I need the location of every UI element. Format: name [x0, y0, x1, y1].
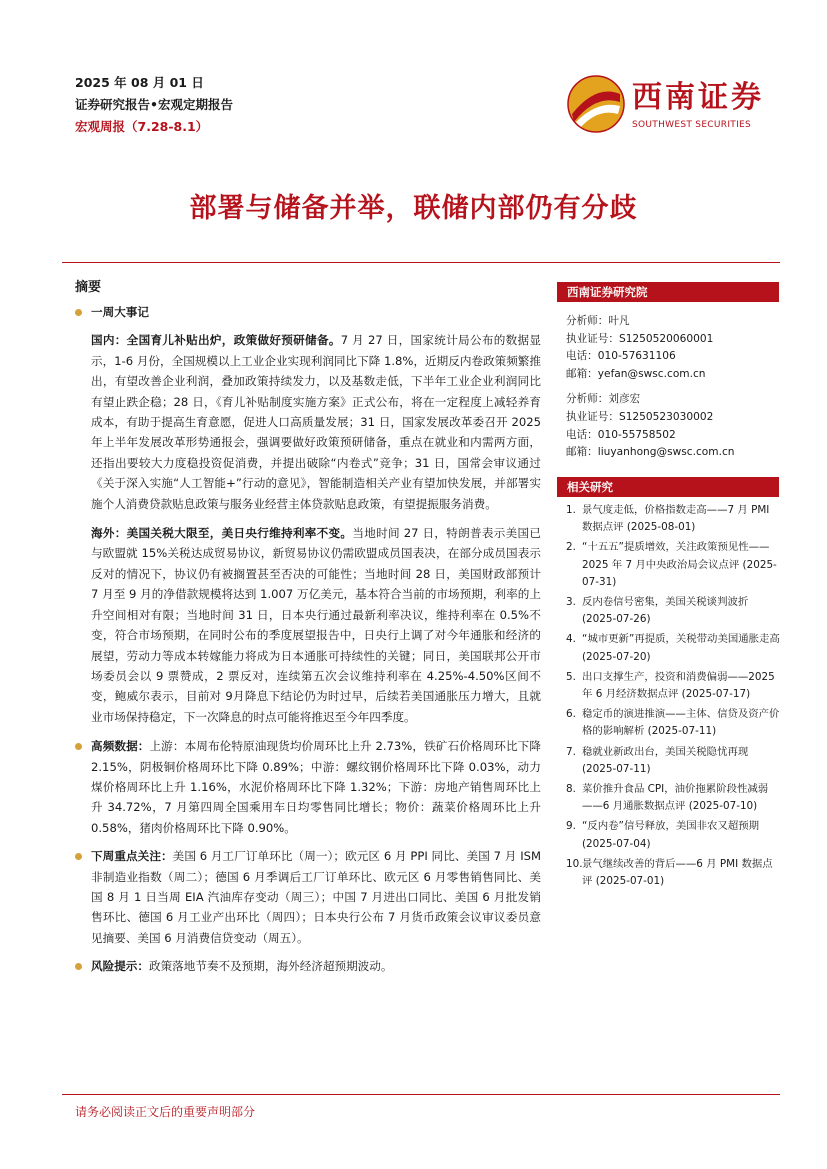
list-item[interactable]	[566, 744, 780, 778]
list-item[interactable]	[566, 539, 780, 591]
overseas-text: 当地时间 27 日，特朗普表示美国已与欧盟就 15%关税达成贸易协议，新贸易协议仍需欧盟成员国表决，在部分成员国表示反对的情况下，协议仍有被搁置甚至否决的可能性；当地时间 28 日，美国财政部预计 7 月至 9 月的净借款规模将达到 1.007 万亿美元，基本符合当前的市场预期，利率的上升空间相对有限；当地时间 31 日，日本央行通过最新利率决议，维持利率在 0.5%不变，符合市场预期，在同时公布的季度展望报告中，日央行上调了对今年通胀和经济的展望，劳动力等成本转嫁能力将成为日本通胀可持续性的关键；同日，美国联邦公开市场委员会以 9 票赞成，2 票反对，连续第五次会议维持利率在 4.25%-4.50%区间不变，鲍威尔表示，目前对 9月降息下结论仍为时过早，后续若美国通胀压力增大，且就业市场保持稳定，下一次降息的时点可能将推迟至今年四季度。	[91, 526, 541, 724]
analyst-license: 执业证号：S1250523030002	[566, 410, 714, 423]
item-text: “十五五”提质增效，关注政策预见性——2025 年 7 月中央政治局会议点评 (2025-07-31)	[582, 541, 777, 588]
item-number: 4.	[566, 633, 576, 646]
domestic-text: 7 月 27 日，国家统计局公布的数据显示，1-6 月份，全国规模以上工业企业实现利润同比下降 1.8%，近期反内卷政策频繁推出，有望改善企业利润，叠加政策持续发力，以及基数走低，下半年工业企业利润同比有望止跌企稳；28 日，《育儿补贴制度实施方案》正式公布，将在一定程度上减轻养育成本，有助于提高生育意愿，促进人口高质量发展；31 日，国家发展改革委召开 2025年上半年发展改革形势通报会，强调要做好政策预研储备，重点在就业和内需两方面，还指出要较大力度稳投资促消费，并提出破除“内卷式”竞争；31 日，国常会审议通过《关于深入实施“人工智能+”行动的意见》，智能制造相关产业有望加快发展，并部署实施个人消费贷款贴息政策与服务业经营主体贷款贴息政策，有望提振服务消费。	[91, 333, 541, 511]
list-item[interactable]	[566, 706, 780, 740]
item-number: 7.	[566, 745, 576, 758]
item-number: 8.	[566, 783, 576, 796]
analyst-email[interactable]: 邮箱：liuyanhong@swsc.com.cn	[566, 446, 735, 459]
next-week-text: 美国 6 月工厂订单环比（周一）；欧元区 6 月 PPI 同比、美国 7 月 ISM 非制造业指数（周二）；德国 6 月季调后工厂订单环比、欧元区 6 月零售销售同比、美国 8 月 1 日当周 EIA 汽油库存变动（周三）；中国 7 月进出口同比、美国 6 月批发销售环比、德国 6 月工业产出环比（周四）；日本央行公布 7 月货币政策会议审议委员意见摘要、美国 6 月消费信贷变动（周五）。	[91, 849, 541, 945]
risk-paragraph	[75, 956, 541, 976]
logo-chinese-name: 西南证券	[632, 80, 764, 115]
high-freq-lead: 高频数据：	[91, 739, 150, 754]
analyst-phone: 电话：010-57631106	[566, 350, 676, 363]
logo-english-name: SOUTHWEST SECURITIES	[632, 120, 752, 130]
next-week-lead: 下周重点关注：	[91, 849, 173, 864]
related-label: 相关研究	[557, 477, 779, 497]
item-text: “城市更新”再提质，关税带动美国通胀走高 (2025-07-20)	[582, 633, 780, 663]
item-number: 3.	[566, 596, 576, 609]
domestic-lead: 国内：全国育儿补贴出炉，政策做好预研储备。	[91, 333, 341, 348]
logo-emblem-icon	[566, 74, 626, 134]
item-number: 9.	[566, 820, 576, 833]
list-item[interactable]	[566, 856, 780, 890]
overseas-lead: 海外：美国关税大限至，美日央行维持利率不变。	[91, 526, 353, 541]
footer-divider	[62, 1094, 780, 1095]
top-divider	[62, 262, 780, 263]
company-logo	[566, 72, 766, 134]
overseas-paragraph	[91, 523, 541, 727]
item-number: 1.	[566, 504, 576, 516]
report-header	[75, 72, 233, 138]
analyst-card	[566, 313, 780, 383]
item-text: 出口支撑生产，投资和消费偏弱——2025 年 6 月经济数据点评 (2025-07-17)	[582, 670, 775, 701]
list-item[interactable]	[566, 594, 780, 628]
item-text: 景气度走低，价格指数走高——7 月 PMI 数据点评 (2025-08-01)	[582, 504, 770, 534]
report-series: 宏观周报（7.28-8.1）	[75, 119, 209, 134]
related-bar	[557, 477, 779, 497]
report-title: 部署与储备并举，联储内部仍有分歧	[189, 193, 638, 224]
institute-bar	[557, 282, 779, 302]
analyst-email[interactable]: 邮箱：yefan@swsc.com.cn	[566, 367, 706, 380]
item-text: 反内卷信号密集，美国关税谈判波折 (2025-07-26)	[582, 596, 749, 626]
abstract-heading: 摘要	[75, 280, 102, 295]
list-item[interactable]	[566, 818, 780, 852]
risk-text: 政策落地节奏不及预期，海外经济超预期波动。	[148, 959, 393, 974]
item-text: “反内卷”信号释放，美国非农又超预期 (2025-07-04)	[582, 820, 760, 850]
report-date: 2025 年 08 月 01 日	[75, 75, 204, 90]
list-item[interactable]	[566, 669, 780, 703]
disclaimer-note: 请务必阅读正文后的重要声明部分	[75, 1105, 256, 1119]
list-item[interactable]	[566, 631, 780, 665]
item-number: 10.	[566, 857, 583, 870]
item-number: 6.	[566, 708, 576, 721]
item-text: 景气继续改善的背后——6 月 PMI 数据点评 (2025-07-01)	[582, 857, 773, 888]
item-text: 稳就业新政出台，美国关税隐忧再现 (2025-07-11)	[582, 745, 749, 775]
item-text: 稳定币的演进推演——主体、信贷及资产价格的影响解析 (2025-07-11)	[582, 708, 780, 738]
list-item[interactable]	[566, 781, 780, 815]
list-item[interactable]	[566, 502, 780, 536]
abstract-body	[75, 302, 541, 985]
item-number: 5.	[566, 670, 576, 683]
analyst-list	[566, 313, 780, 466]
week-events-heading: 一周大事记	[75, 302, 541, 322]
high-freq-paragraph	[75, 736, 541, 838]
domestic-paragraph	[91, 330, 541, 514]
analyst-card	[566, 391, 780, 461]
institute-label: 西南证券研究院	[557, 282, 779, 302]
analyst-name: 分析师：叶凡	[566, 315, 630, 327]
analyst-phone: 电话：010-55758502	[566, 428, 676, 441]
next-week-paragraph	[75, 846, 541, 948]
analyst-name: 分析师：刘彦宏	[566, 393, 641, 406]
report-type: 证券研究报告•宏观定期报告	[75, 97, 233, 112]
item-text: 菜价推升食品 CPI，油价拖累阶段性减弱——6 月通胀数据点评 (2025-07-10)	[582, 783, 769, 813]
high-freq-text: 上游：本周布伦特原油现货均价周环比上升 2.73%，铁矿石价格周环比下降 2.15%，阴极铜价格周环比下降 0.89%；中游：螺纹钢价格周环比下降 0.03%，动力煤价格周环比上升 1.16%，水泥价格周环比下降 1.32%；下游：房地产销售周环比上升 34.72%，7 月第四周全国乘用车日均零售同比增长；物价：蔬菜价格周环比上升 0.58%，猪肉价格周环比下降 0.90%。	[91, 739, 541, 835]
related-research-list	[566, 502, 780, 893]
item-number: 2.	[566, 541, 576, 554]
risk-lead: 风险提示：	[91, 959, 149, 974]
analyst-license: 执业证号：S1250520060001	[566, 332, 714, 345]
